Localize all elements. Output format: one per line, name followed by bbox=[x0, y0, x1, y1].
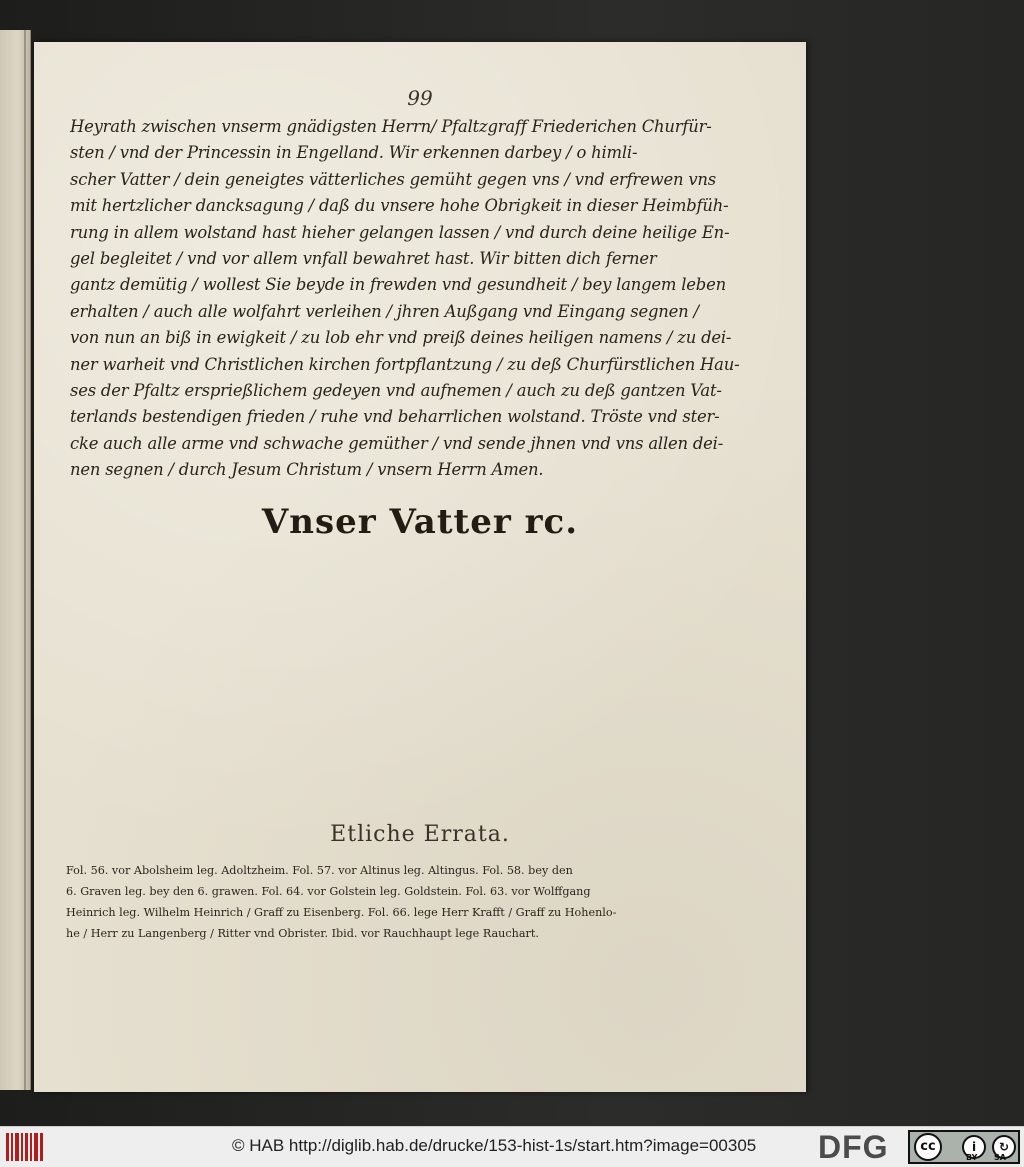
text-line: Heyrath zwischen vnserm gnädigsten Herrn/ Pfaltzgraff Friederichen Churfür- bbox=[70, 117, 712, 136]
errata-line: Heinrich leg. Wilhelm Heinrich / Graff zu Eisenberg. Fol. 66. lege Herr Krafft / Graff zu Hohenlo- bbox=[66, 906, 617, 919]
cc-icon: cc bbox=[914, 1133, 942, 1161]
cc-sa-label: SA bbox=[994, 1153, 1006, 1162]
errata-line: he / Herr zu Langenberg / Ritter vnd Obrister. Ibid. vor Rauchhaupt lege Rauchart. bbox=[66, 927, 539, 940]
text-line: mit hertzlicher dancksagung / daß du vnsere hohe Obrigkeit in dieser Heimbfüh- bbox=[70, 196, 729, 216]
text-line: gel begleitet / vnd vor allem vnfall bewahret hast. Wir bitten dich ferner bbox=[70, 249, 657, 269]
text-line: terlands bestendigen frieden / ruhe vnd beharrlichen wolstand. Tröste vnd ster- bbox=[70, 407, 720, 427]
cc-license-badge[interactable] bbox=[908, 1130, 1020, 1164]
text-line: ses der Pfaltz ersprießlichem gedeyen vnd aufnemen / auch zu deß gantzen Vat- bbox=[70, 381, 722, 401]
book-page bbox=[34, 42, 806, 1092]
attribution-icon: i bbox=[962, 1135, 986, 1159]
errata-title: Etliche Errata. bbox=[330, 822, 510, 847]
dfg-logo[interactable]: DFG bbox=[818, 1129, 889, 1165]
prayer-text bbox=[70, 114, 740, 484]
errata-text bbox=[66, 860, 666, 944]
text-line: scher Vatter / dein geneigtes vätterliches gemüht gegen vns / vnd erfrewen vns bbox=[70, 169, 716, 189]
previous-page-edge bbox=[0, 30, 31, 1090]
copyright-url[interactable]: © HAB http://diglib.hab.de/drucke/153-hist-1s/start.htm?image=00305 bbox=[232, 1136, 757, 1155]
cc-by-label: BY bbox=[966, 1153, 978, 1162]
text-line: von nun an biß in ewigkeit / zu lob ehr vnd preiß deines heiligen namens / zu dei- bbox=[70, 328, 732, 348]
text-line: ner warheit vnd Christlichen kirchen fortpflantzung / zu deß Churfürstlichen Hau- bbox=[70, 354, 740, 374]
text-line: cke auch alle arme vnd schwache gemüther / vnd sende jhnen vnd vns allen dei- bbox=[70, 433, 724, 453]
page-number: 99 bbox=[407, 86, 433, 110]
hab-barcode-logo[interactable] bbox=[6, 1133, 44, 1161]
share-alike-icon: ↻ bbox=[992, 1135, 1016, 1159]
viewer-footer bbox=[0, 1126, 1024, 1167]
text-line: erhalten / auch alle wolfahrt verleihen / jhren Außgang vnd Eingang segnen / bbox=[70, 301, 699, 321]
errata-line: 6. Graven leg. bey den 6. grawen. Fol. 64. vor Golstein leg. Goldstein. Fol. 63. vor Wolffgang bbox=[66, 885, 591, 898]
text-line: gantz demütig / wollest Sie beyde in frewden vnd gesundheit / bey langem leben bbox=[70, 275, 726, 295]
text-line: rung in allem wolstand hast hieher gelangen lassen / vnd durch deine heilige En- bbox=[70, 222, 730, 242]
errata-line: Fol. 56. vor Abolsheim leg. Adoltzheim. Fol. 57. vor Altinus leg. Altingus. Fol. 58. bey den bbox=[66, 864, 573, 877]
text-line: sten / vnd der Princessin in Engelland. Wir erkennen darbey / o himli- bbox=[70, 143, 638, 163]
section-heading: Vnser Vatter rc. bbox=[261, 502, 579, 542]
text-line: nen segnen / durch Jesum Christum / vnsern Herrn Amen. bbox=[70, 460, 544, 480]
page-edge-line bbox=[24, 30, 26, 1090]
